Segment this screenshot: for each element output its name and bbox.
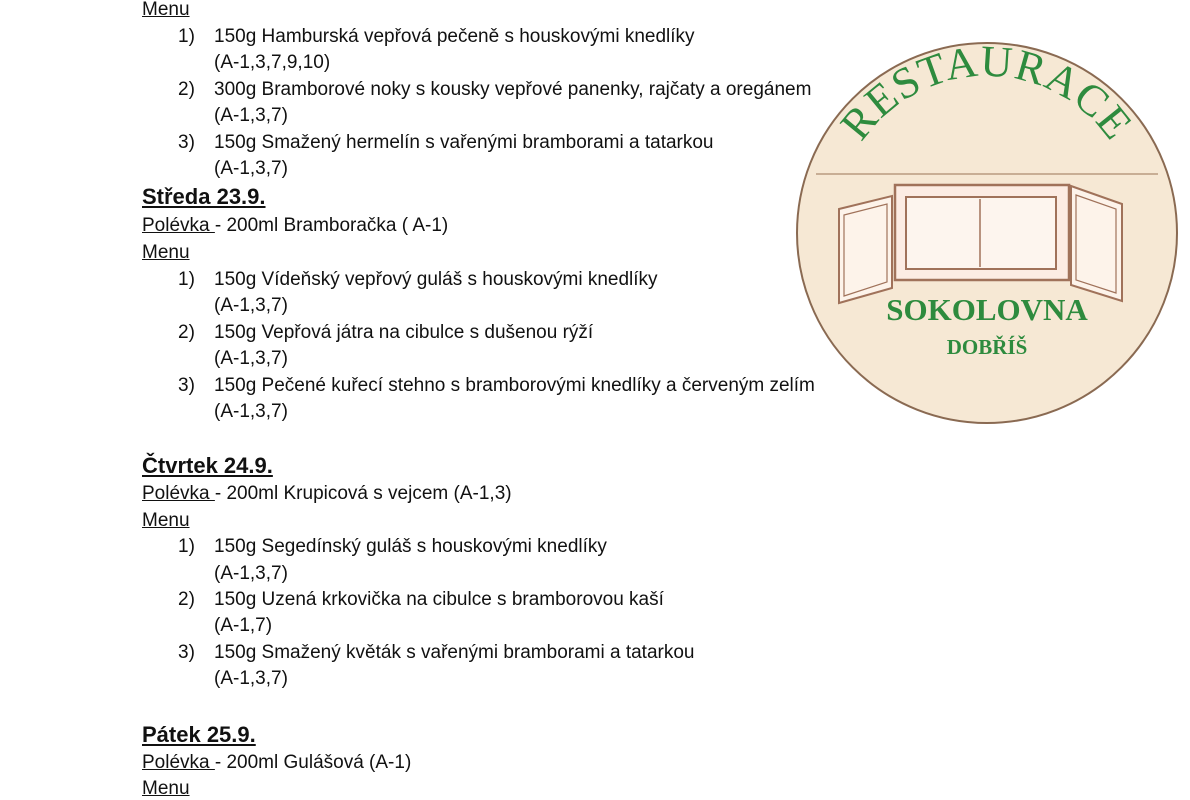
menu-heading: Menu <box>142 778 190 799</box>
logo-name: SOKOLOVNA <box>886 292 1088 327</box>
restaurant-logo <box>794 41 1180 425</box>
dish-text: 150g Smažený hermelín s vařenými bramborami a tatarkou <box>214 132 714 153</box>
menu-heading: Menu <box>142 510 190 531</box>
allergen-text: (A-1,3,7) <box>214 105 288 126</box>
allergen-text: (A-1,3,7) <box>214 563 288 584</box>
dish-text: 150g Vídeňský vepřový guláš s houskovými knedlíky <box>214 269 658 290</box>
menu-heading: Menu <box>142 0 190 20</box>
list-number: 1) <box>178 269 195 290</box>
allergen-text: (A-1,3,7) <box>214 295 288 316</box>
soup-label: Polévka <box>142 215 215 236</box>
dish-text: 150g Smažený květák s vařenými bramborami a tatarkou <box>214 642 695 663</box>
menu-heading: Menu <box>142 242 190 263</box>
dish-text: 300g Bramborové noky s kousky vepřové panenky, rajčaty a oregánem <box>214 79 812 100</box>
list-number: 3) <box>178 642 195 663</box>
soup-text: - 200ml Gulášová (A-1) <box>214 752 412 773</box>
dish-text: 150g Hamburská vepřová pečeně s houskovými knedlíky <box>214 26 695 47</box>
dish-text: 150g Uzená krkovička na cibulce s bramborovou kaší <box>214 589 664 610</box>
list-number: 2) <box>178 79 195 100</box>
day-heading: Čtvrtek 24.9. <box>142 453 273 478</box>
soup-text: - 200ml Bramboračka ( A-1) <box>214 215 449 236</box>
allergen-text: (A-1,3,7) <box>214 158 288 179</box>
allergen-text: (A-1,3,7) <box>214 401 288 422</box>
soup-text: - 200ml Krupicová s vejcem (A-1,3) <box>214 483 512 504</box>
soup-line <box>142 215 448 237</box>
dish-text: 150g Pečené kuřecí stehno s bramborovými knedlíky a červeným zelím <box>214 375 815 396</box>
list-number: 3) <box>178 375 195 396</box>
logo-town: DOBŘÍŠ <box>946 335 1028 359</box>
soup-line <box>142 752 411 774</box>
list-number: 2) <box>178 589 195 610</box>
soup-line <box>142 483 512 505</box>
list-number: 3) <box>178 132 195 153</box>
allergen-text: (A-1,3,7,9,10) <box>214 52 331 73</box>
logo-arc-text: RESTAURACE <box>830 41 1143 149</box>
allergen-text: (A-1,3,7) <box>214 668 288 689</box>
allergen-text: (A-1,7) <box>214 615 273 636</box>
soup-label: Polévka <box>142 752 215 773</box>
list-number: 1) <box>178 26 195 47</box>
dish-text: 150g Segedínský guláš s houskovými knedlíky <box>214 536 607 557</box>
allergen-text: (A-1,3,7) <box>214 348 288 369</box>
list-number: 1) <box>178 536 195 557</box>
day-heading: Pátek 25.9. <box>142 722 256 747</box>
list-number: 2) <box>178 322 195 343</box>
soup-label: Polévka <box>142 483 215 504</box>
dish-text: 150g Vepřová játra na cibulce s dušenou rýží <box>214 322 594 343</box>
day-heading: Středa 23.9. <box>142 184 266 209</box>
